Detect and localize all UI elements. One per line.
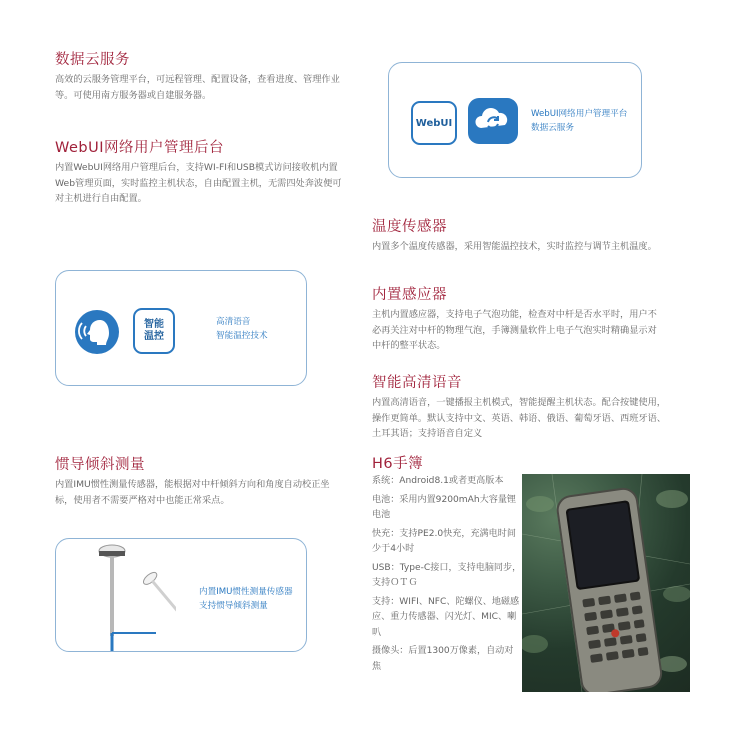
webui-badge-label: WebUI xyxy=(415,117,453,129)
imu-section xyxy=(55,453,345,508)
webui-body: 内置WebUI网络用户管理后台，支持WI-FI和USB模式访问接收机内置Web管理页面，实时监控主机状态，自由配置主机，无需四处奔波便可对主机进行自由配置。 xyxy=(55,162,342,204)
smart-temp-badge-label: 智能温控 xyxy=(144,319,164,342)
sensor-body: 主机内置感应器，支持电子气泡功能，检查对中杆是否水平时，用户不必再关注对中杆的物理气泡，手簿测量软件上电子气泡实时精确显示对中杆的整平状态。 xyxy=(372,309,657,351)
imu-card-caption xyxy=(199,585,293,613)
cloud-body: 高效的云服务管理平台，可远程管理、配置设备，查看进度、管理作业等。可使用南方服务器或自建服务器。 xyxy=(55,74,340,101)
voice-feature-card xyxy=(55,270,307,386)
imu-feature-card xyxy=(55,538,307,652)
voice-body: 内置高清语音，一键播报主机模式，智能提醒主机状态。配合按键使用，操作更简单。默认支持中文、英语、韩语、俄语、葡萄牙语、西班牙语、土耳其语；支持语音自定义 xyxy=(372,397,666,439)
voice-title: 智能高清语音 xyxy=(372,375,462,391)
imu-card-caption-1: 内置IMU惯性测量传感器 xyxy=(199,587,293,597)
webui-card-caption-2: 数据云服务 xyxy=(531,123,574,133)
sensor-title: 内置感应器 xyxy=(372,287,447,303)
voice-card-caption-2: 智能温控技术 xyxy=(216,331,268,341)
voice-section xyxy=(372,371,666,442)
webui-card-caption-1: WebUI网络用户管理平台 xyxy=(531,109,628,119)
h6-handheld-device-icon xyxy=(547,484,667,692)
h6-spec-support: 支持：WIFI、NFC、陀螺仪、地磁感应、重力传感器、闪光灯、MIC、喇叭 xyxy=(372,596,520,638)
temperature-section xyxy=(372,215,662,255)
h6-title: H6手簿 xyxy=(372,456,424,472)
webui-title: WebUI网络用户管理后台 xyxy=(55,140,225,156)
voice-card-caption xyxy=(216,315,268,343)
imu-title: 惯导倾斜测量 xyxy=(55,457,145,473)
gnss-receiver-tilt-icon xyxy=(56,539,176,651)
h6-handheld-photo xyxy=(522,474,690,692)
cloud-section xyxy=(55,48,345,103)
voice-card-caption-1: 高清语音 xyxy=(216,317,251,327)
sensor-section xyxy=(372,283,664,354)
webui-feature-card xyxy=(388,62,642,178)
webui-badge xyxy=(411,101,457,145)
temperature-title: 温度传感器 xyxy=(372,219,447,235)
imu-body: 内置IMU惯性测量传感器，能根据对中杆倾斜方向和角度自动校正坐标，使用者不需要严格对中也能正常采点。 xyxy=(55,479,330,506)
webui-section xyxy=(55,136,345,207)
webui-card-caption xyxy=(531,107,627,135)
h6-spec-camera: 摄像头：后置1300万像素，自动对焦 xyxy=(372,646,514,672)
h6-spec-usb: USB：Type-C接口，支持电脑同步，支持ＯＴＧ xyxy=(372,562,522,588)
imu-card-caption-2: 支持惯导倾斜测量 xyxy=(199,601,268,611)
voice-speaker-icon xyxy=(73,308,121,356)
temperature-body: 内置多个温度传感器，采用智能温控技术，实时监控与调节主机温度。 xyxy=(372,241,657,252)
h6-spec-battery: 电池：采用内置9200mAh大容量锂电池 xyxy=(372,494,517,520)
cloud-sync-icon xyxy=(467,97,519,145)
h6-spec-charging: 快充：支持PE2.0快充，充满电时间少于4小时 xyxy=(372,528,516,554)
h6-spec-system: 系统：Android8.1或者更高版本 xyxy=(372,476,504,486)
h6-spec-list xyxy=(372,474,522,678)
cloud-title: 数据云服务 xyxy=(55,52,130,68)
h6-section xyxy=(372,452,522,476)
smart-temp-badge xyxy=(133,308,175,354)
